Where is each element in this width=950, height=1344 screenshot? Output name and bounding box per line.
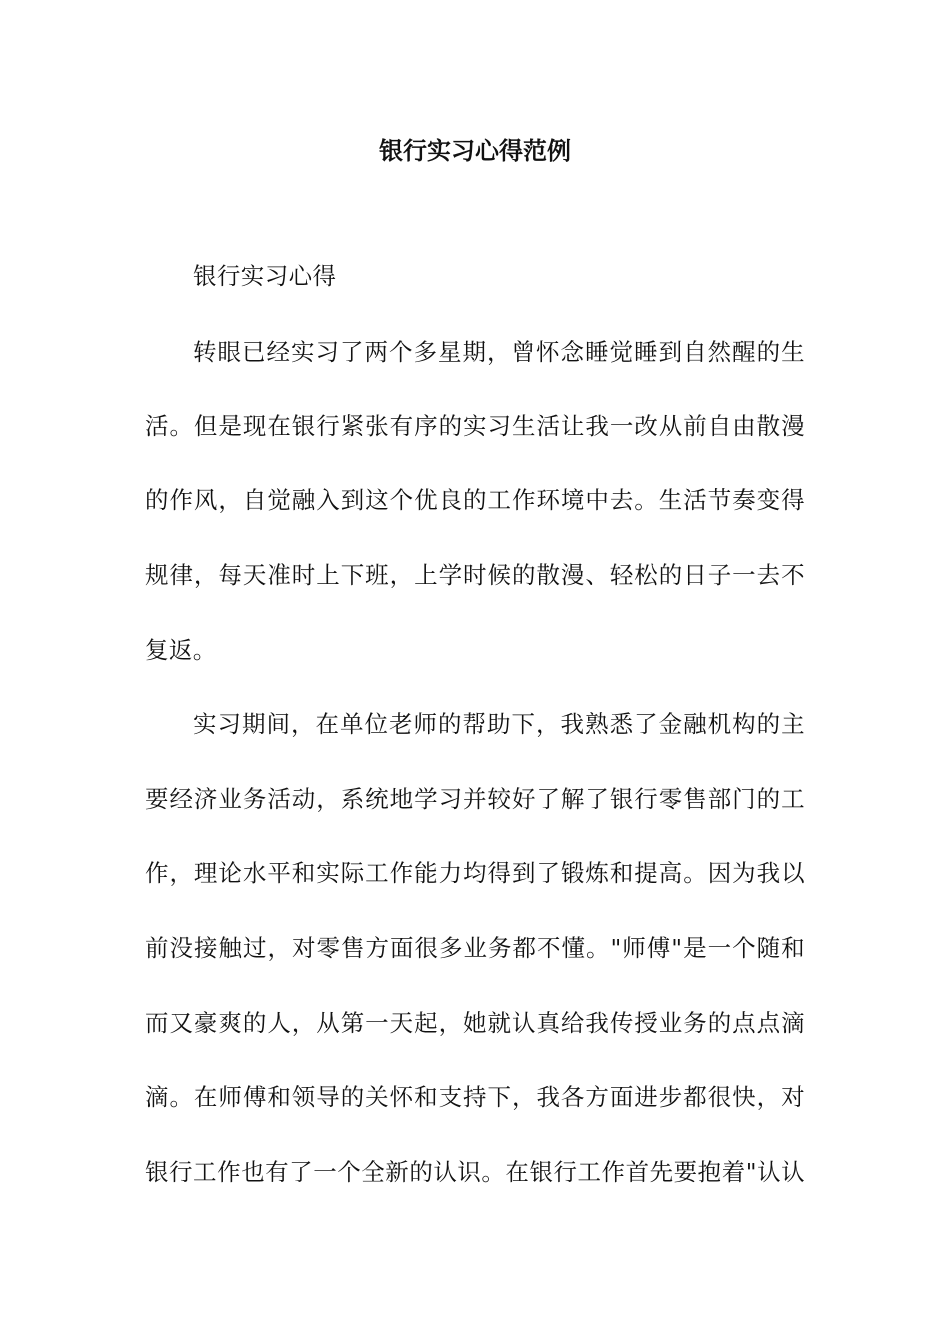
paragraph-line: 转眼已经实习了两个多星期，曾怀念睡觉睡到自然醒的生 xyxy=(193,338,805,366)
paragraph-line: 的作风，自觉融入到这个优良的工作环境中去。生活节奏变得 xyxy=(145,486,805,514)
paragraph-line: 规律，每天准时上下班，上学时候的散漫、轻松的日子一去不 xyxy=(145,561,805,589)
paragraph-line: 活。但是现在银行紧张有序的实习生活让我一改从前自由散漫 xyxy=(145,412,805,440)
paragraph-line: 复返。 xyxy=(145,636,217,664)
subheading: 银行实习心得 xyxy=(193,262,337,290)
paragraph-line: 而又豪爽的人，从第一天起，她就认真给我传授业务的点点滴 xyxy=(145,1009,805,1037)
document-title: 银行实习心得范例 xyxy=(379,136,571,165)
paragraph-line: 滴。在师傅和领导的关怀和支持下，我各方面进步都很快，对 xyxy=(145,1083,805,1111)
paragraph-line: 前没接触过，对零售方面很多业务都不懂。"师傅"是一个随和 xyxy=(145,934,805,962)
paragraph-line: 要经济业务活动，系统地学习并较好了解了银行零售部门的工 xyxy=(145,785,805,813)
paragraph-line: 作，理论水平和实际工作能力均得到了锻炼和提高。因为我以 xyxy=(145,859,805,887)
paragraph-line: 实习期间，在单位老师的帮助下，我熟悉了金融机构的主 xyxy=(193,710,805,738)
paragraph-line: 银行工作也有了一个全新的认识。在银行工作首先要抱着"认认 xyxy=(145,1158,805,1186)
